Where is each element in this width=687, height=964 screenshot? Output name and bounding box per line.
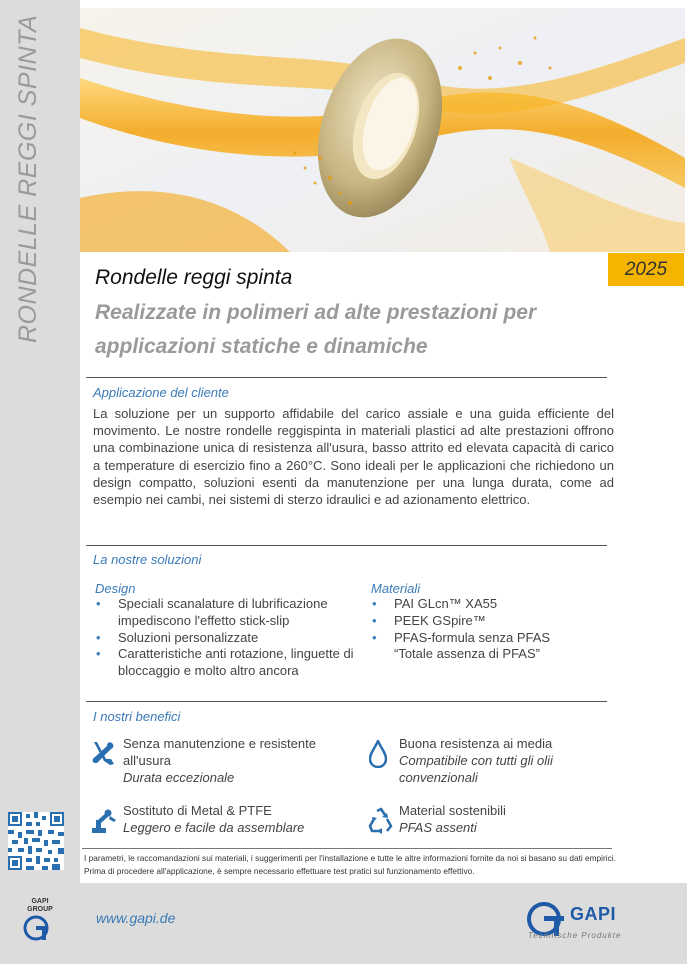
page-subtitle: Realizzate in polimeri ad alte prestazioni per applicazioni statiche e dinamiche	[95, 301, 537, 358]
benefit-label: Sostituto di Metal & PTFE	[123, 803, 272, 818]
benefit-item	[123, 803, 343, 837]
application-heading: Applicazione del cliente	[93, 385, 229, 400]
benefit-label: Material sostenibili	[399, 803, 506, 818]
materials-column	[371, 581, 576, 663]
divider	[82, 848, 612, 849]
benefits-heading: I nostri benefici	[93, 709, 181, 724]
design-heading: Design	[95, 581, 136, 596]
application-text: La soluzione per un supporto affidabile del carico assiale e una guida efficiente del movimento. Le nostre rondelle reggispinta in materiali plastici ad alte prestazioni offrono una combinazione unica di resistenza all'usura, basso attrito ed elevata capacità di carico a temperature di esercizio fino a 260°C. Sono ideali per le applicazioni che richiedono un design compatto, soluzioni esenti da manutenzione per una lunga durata, come ad esempio nei cambi, nei sistemi di sterzo idraulici e ad azionamento elettrico.	[93, 406, 614, 508]
divider	[86, 545, 607, 546]
gapi-group-logo: GAPI GROUP	[22, 898, 58, 944]
vertical-title: RONDELLE REGGI SPINTA	[14, 14, 42, 343]
robot-arm-icon	[90, 808, 118, 834]
list-item: • Speciali scanalature di lubrificazione impediscono l'effetto stick-slip	[96, 596, 328, 628]
brand-tagline: Technische Produkte	[528, 931, 622, 940]
wrench-screwdriver-icon	[91, 740, 115, 766]
qr-code-icon[interactable]	[8, 812, 64, 870]
list-item: • PAI GLcn™ XA55	[372, 596, 498, 611]
divider	[86, 701, 607, 702]
brand-name: GAPI	[570, 904, 617, 924]
website-link[interactable]: www.gapi.de	[96, 910, 176, 926]
benefit-item	[123, 736, 338, 786]
benefit-label: Senza manutenzione e resistente all'usura	[123, 736, 316, 768]
benefit-sub: Durata eccezionale	[123, 769, 235, 785]
benefit-item	[399, 736, 599, 786]
materials-heading: Materiali	[371, 581, 421, 596]
benefit-sub: PFAS assenti	[399, 819, 477, 835]
benefit-item	[399, 803, 599, 837]
benefit-sub: Leggero e facile da assemblare	[123, 819, 305, 835]
solutions-heading: La nostre soluzioni	[93, 552, 202, 567]
list-item: • PEEK GSpire™	[372, 612, 486, 628]
year-badge: 2025	[608, 253, 684, 286]
disclaimer: I parametri, le raccomandazioni sui materiali, i suggerimenti per l'installazione e tutte le altre informazioni fornite da noi si basano su dati empirici. Prima di procedere all'applicazione, è sempre necessario effettuare test pratici sul funzionamento effettivo.	[84, 853, 616, 876]
list-item: • Caratteristiche anti rotazione, linguette di bloccaggio e molto altro ancora	[96, 646, 354, 679]
drop-icon	[369, 740, 387, 768]
benefit-label: Buona resistenza ai media	[399, 736, 553, 751]
page-title: Rondelle reggi spinta	[95, 266, 293, 289]
list-item: • Soluzioni personalizzate	[96, 629, 259, 645]
list-item: • PFAS-formula senza PFAS “Totale assenza di PFAS”	[372, 629, 551, 662]
divider	[86, 377, 607, 378]
design-column	[95, 581, 360, 680]
recycle-icon	[367, 807, 395, 835]
benefit-sub: Compatibile con tutti gli olii convenzionali	[399, 752, 553, 785]
hero-image	[80, 8, 685, 252]
